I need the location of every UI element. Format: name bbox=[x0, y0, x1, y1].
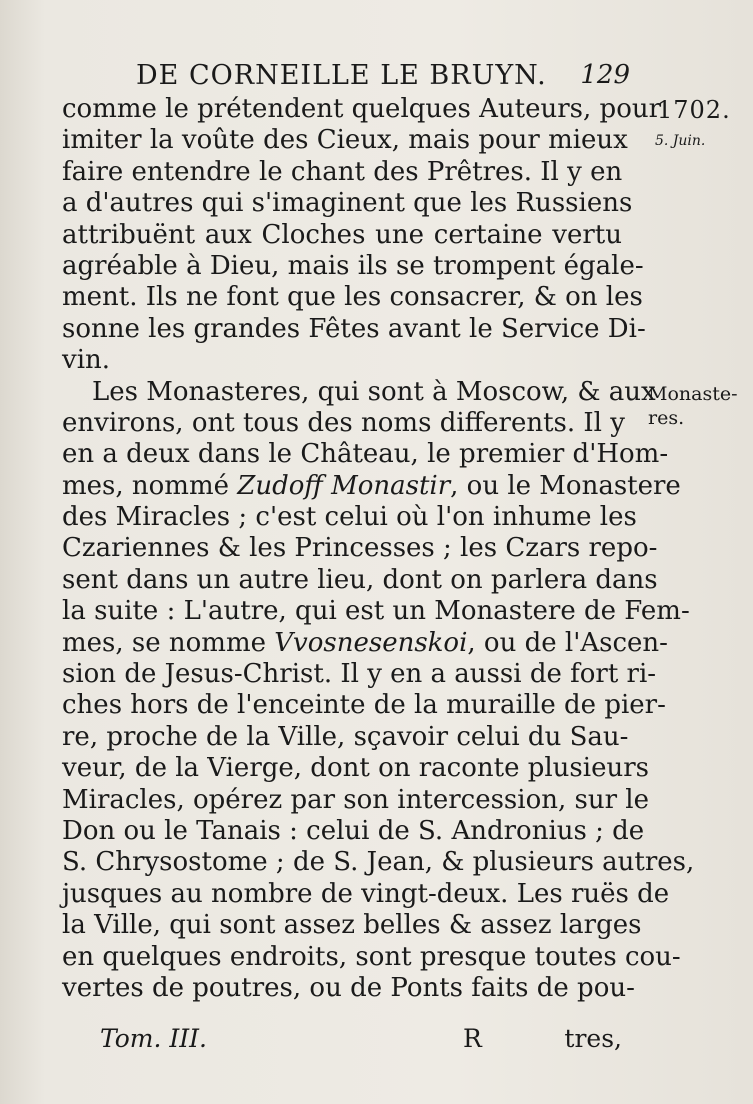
text-run: mes, se nomme bbox=[62, 627, 275, 658]
margin-topic-line-2: res. bbox=[648, 407, 685, 429]
text-line: ment. Ils ne font que les consacrer, & on les bbox=[62, 282, 643, 313]
running-title: DE CORNEILLE LE BRUYN. bbox=[136, 60, 547, 91]
signature-mark: R bbox=[463, 1024, 482, 1053]
text-run: , ou de l'Ascen- bbox=[467, 627, 668, 658]
text-line: sent dans un autre lieu, dont on parlera dans bbox=[62, 564, 658, 595]
catchword: tres, bbox=[564, 1024, 622, 1053]
text-line-with-italic bbox=[62, 470, 681, 502]
text-line: attribuënt aux Cloches une certaine vertu bbox=[62, 219, 622, 250]
text-line: veur, de la Vierge, dont on raconte plusieurs bbox=[62, 753, 649, 784]
running-head bbox=[120, 60, 630, 94]
monastery-name-italic: Vvosnesenskoi bbox=[274, 627, 468, 658]
text-line: a d'autres qui s'imaginent que les Russiens bbox=[62, 188, 633, 219]
text-run: mes, nommé bbox=[62, 470, 238, 501]
monastery-name-italic: Zudoff Monastir bbox=[237, 470, 451, 501]
text-line: S. Chrysostome ; de S. Jean, & plusieurs autres, bbox=[62, 847, 695, 878]
text-line: jusques au nombre de vingt-deux. Les ruës de bbox=[62, 878, 670, 909]
text-line: sonne les grandes Fêtes avant le Service Di- bbox=[62, 313, 646, 344]
text-line: faire entendre le chant des Prêtres. Il y en bbox=[62, 156, 623, 187]
text-line: Les Monasteres, qui sont à Moscow, & aux bbox=[92, 376, 656, 407]
text-line: la suite : L'autre, qui est un Monastere de Fem- bbox=[62, 596, 690, 627]
page-footer bbox=[100, 1024, 622, 1056]
page-number: 129 bbox=[580, 60, 630, 90]
text-line: agréable à Dieu, mais ils se trompent égale- bbox=[62, 250, 644, 281]
text-line: en quelques endroits, sont presque toutes cou- bbox=[62, 941, 681, 972]
text-line: Don ou le Tanais : celui de S. Andronius ; de bbox=[62, 815, 645, 846]
text-line: en a deux dans le Château, le premier d'Hom- bbox=[62, 439, 669, 470]
margin-date: 5. Juin. bbox=[655, 133, 706, 149]
text-line-with-italic bbox=[62, 627, 668, 659]
text-line: Czariennes & les Princesses ; les Czars repo- bbox=[62, 533, 658, 564]
text-line: ches hors de l'enceinte de la muraille de pier- bbox=[62, 690, 666, 721]
margin-year: 1702. bbox=[657, 96, 731, 124]
volume-mark: Tom. III. bbox=[100, 1024, 207, 1053]
margin-topic-note bbox=[648, 382, 738, 430]
text-run: , ou le Monastere bbox=[450, 470, 681, 501]
text-line: comme le prétendent quelques Auteurs, pour bbox=[62, 94, 662, 124]
text-line: re, proche de la Ville, sçavoir celui du Sau- bbox=[62, 721, 629, 752]
text-line: vin. bbox=[62, 345, 111, 376]
text-line: des Miracles ; c'est celui où l'on inhume les bbox=[62, 502, 637, 533]
text-line: Miracles, opérez par son intercession, sur le bbox=[62, 784, 649, 815]
text-line: la Ville, qui sont assez belles & assez larges bbox=[62, 910, 642, 941]
text-line: sion de Jesus-Christ. Il y en a aussi de fort ri- bbox=[62, 659, 657, 690]
text-line: environs, ont tous des noms differents. Il y bbox=[62, 407, 625, 438]
text-line: vertes de poutres, ou de Ponts faits de pou- bbox=[62, 972, 635, 1003]
text-line: imiter la voûte des Cieux, mais pour mieux bbox=[62, 125, 628, 156]
margin-topic-line-1: Monaste- bbox=[648, 383, 738, 405]
